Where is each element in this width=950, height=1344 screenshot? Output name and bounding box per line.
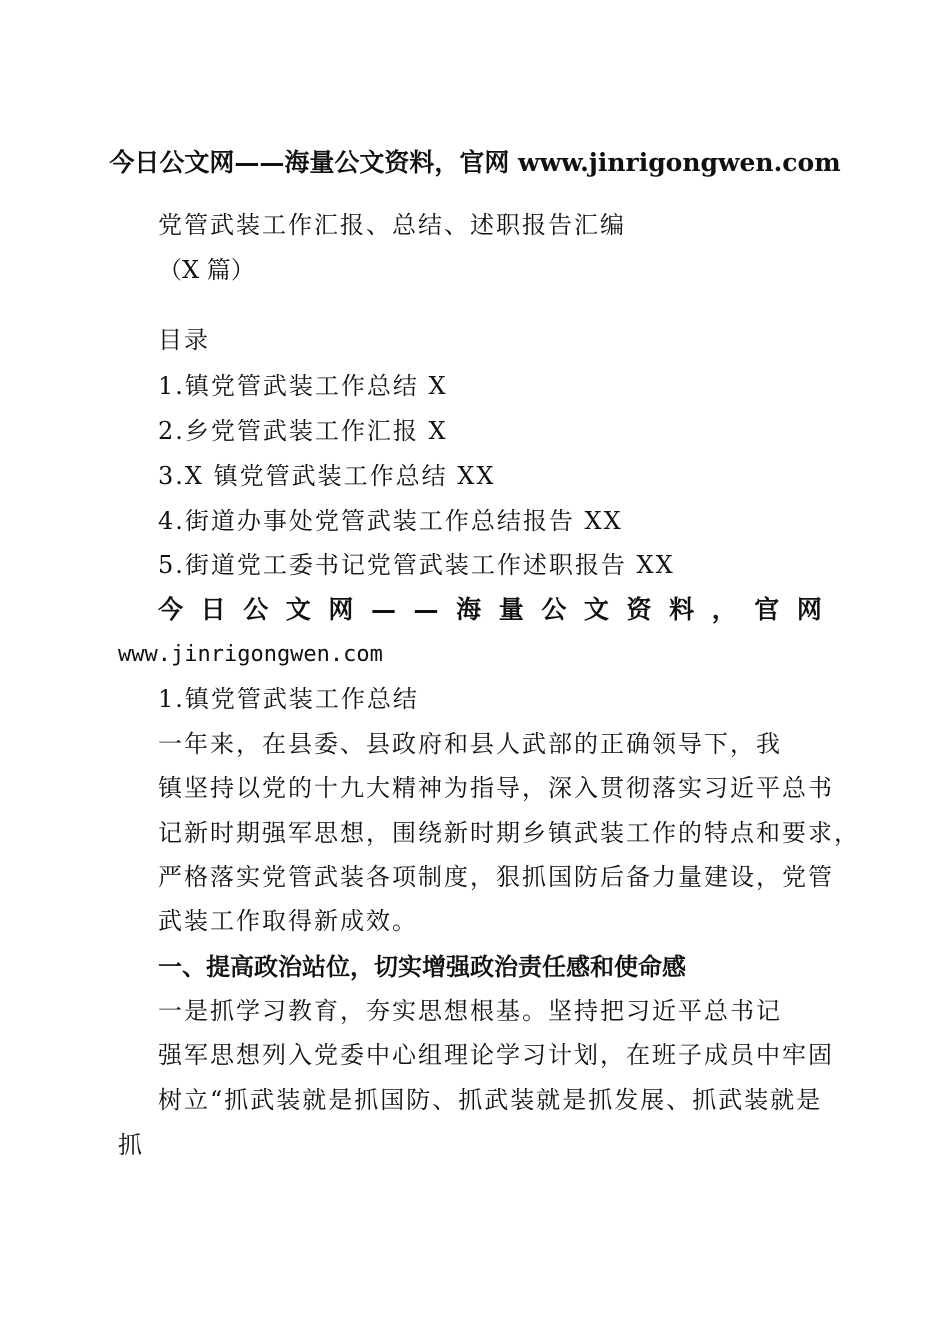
watermark-char: 官 — [754, 595, 780, 624]
watermark-char: ， — [711, 595, 737, 624]
toc-item: 1.镇党管武装工作总结 X — [158, 372, 448, 400]
watermark-char: — — [413, 595, 439, 624]
watermark-char: 今 — [158, 595, 184, 624]
paragraph-line: 树立“抓武装就是抓国防、抓武装就是抓发展、抓武装就是 — [158, 1086, 823, 1114]
watermark-char: 资 — [626, 595, 652, 624]
watermark-char: 文 — [583, 595, 609, 624]
document-count: （X 篇） — [158, 256, 255, 284]
section-title: 1.镇党管武装工作总结 — [158, 685, 419, 713]
toc-item: 2.乡党管武装工作汇报 X — [158, 417, 448, 445]
toc-item: 3.X 镇党管武装工作总结 XX — [158, 462, 496, 490]
paragraph-line: 抓 — [118, 1131, 142, 1159]
watermark-line — [158, 595, 822, 625]
paragraph-line: 一是抓学习教育，夯实思想根基。坚持把习近平总书记 — [158, 997, 782, 1025]
watermark-char: 公 — [541, 595, 567, 624]
toc-item: 4.街道办事处党管武装工作总结报告 XX — [158, 507, 623, 535]
toc-item: 5.街道党工委书记党管武装工作述职报告 XX — [158, 551, 675, 579]
toc-heading: 目录 — [158, 326, 210, 354]
paragraph-line: 一年来，在县委、县政府和县人武部的正确领导下，我 — [158, 730, 782, 758]
watermark-char: 文 — [285, 595, 311, 624]
document-title: 党管武装工作汇报、总结、述职报告汇编 — [158, 211, 626, 239]
watermark-char: 日 — [200, 595, 226, 624]
section-heading: 一、提高政治站位，切实增强政治责任感和使命感 — [158, 952, 686, 981]
watermark-char: 网 — [796, 595, 822, 624]
watermark-char: 公 — [243, 595, 269, 624]
watermark-char: 量 — [498, 595, 524, 624]
watermark-url: www.jinrigongwen.com — [118, 642, 383, 667]
paragraph-line: 强军思想列入党委中心组理论学习计划，在班子成员中牢固 — [158, 1041, 834, 1069]
watermark-char: 网 — [328, 595, 354, 624]
paragraph-line: 镇坚持以党的十九大精神为指导，深入贯彻落实习近平总书 — [158, 774, 834, 802]
site-header: 今日公文网——海量公文资料，官网 www.jinrigongwen.com — [109, 148, 841, 177]
paragraph-line: 记新时期强军思想，围绕新时期乡镇武装工作的特点和要求， — [158, 819, 860, 847]
paragraph-line: 武装工作取得新成效。 — [158, 907, 418, 935]
watermark-char: 海 — [456, 595, 482, 624]
watermark-char: — — [370, 595, 396, 624]
watermark-char: 料 — [669, 595, 695, 624]
paragraph-line: 严格落实党管武装各项制度，狠抓国防后备力量建设，党管 — [158, 863, 834, 891]
